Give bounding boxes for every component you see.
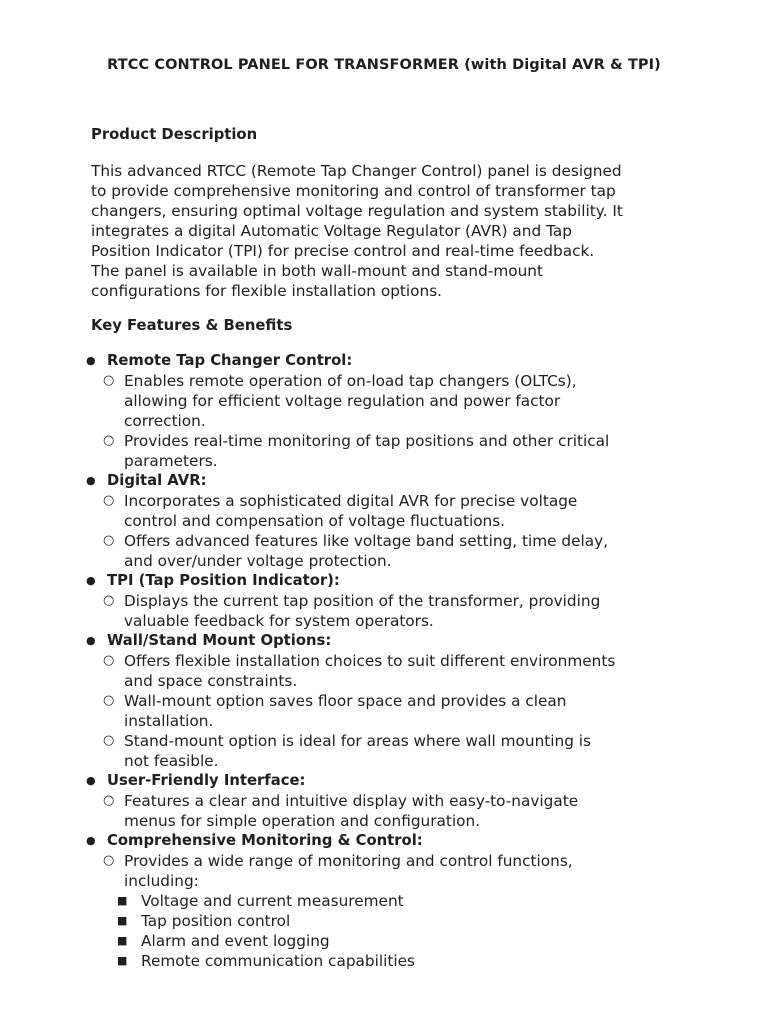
feature-sub-item (0, 531, 768, 551)
feature-sub-text-continued: menus for simple operation and configuration. (124, 812, 481, 830)
feature-sub-text: Provides real-time monitoring of tap positions and other critical (124, 432, 610, 450)
paragraph-line: This advanced RTCC (Remote Tap Changer Control) panel is designed (91, 162, 622, 180)
circle-bullet-icon: ○ (103, 653, 115, 668)
feature-label: Remote Tap Changer Control: (107, 352, 353, 369)
feature-sub-text: Stand-mount option is ideal for areas where wall mounting is (124, 732, 592, 750)
feature-item (0, 471, 768, 491)
feature-sub-item (0, 691, 768, 711)
feature-sub-item (0, 731, 768, 751)
feature-label: User-Friendly Interface: (107, 772, 306, 789)
circle-bullet-icon: ○ (103, 373, 115, 388)
bullet-icon: ● (86, 634, 96, 647)
feature-sub-sub-item (0, 951, 768, 971)
paragraph-line: configurations for flexible installation options. (91, 282, 443, 300)
feature-sub-text: Enables remote operation of on-load tap changers (OLTCs), (124, 372, 577, 390)
circle-bullet-icon: ○ (103, 693, 115, 708)
feature-label: Comprehensive Monitoring & Control: (107, 832, 423, 849)
feature-sub-item (0, 431, 768, 451)
paragraph-line: integrates a digital Automatic Voltage Regulator (AVR) and Tap (91, 222, 572, 240)
feature-label: TPI (Tap Position Indicator): (107, 572, 340, 589)
feature-sub-text: Incorporates a sophisticated digital AVR for precise voltage (124, 492, 578, 510)
square-bullet-icon: ■ (117, 934, 128, 947)
feature-sub-text: Offers advanced features like voltage band setting, time delay, (124, 532, 609, 550)
feature-sub-text: Wall-mount option saves floor space and provides a clean (124, 692, 567, 710)
square-bullet-icon: ■ (117, 914, 128, 927)
feature-sub-item (0, 371, 768, 391)
feature-sub-sub-item (0, 931, 768, 951)
circle-bullet-icon: ○ (103, 733, 115, 748)
document-title: RTCC CONTROL PANEL FOR TRANSFORMER (with Digital AVR & TPI) (107, 57, 661, 73)
feature-sub-text-continued: allowing for efficient voltage regulation and power factor (124, 392, 561, 410)
feature-label: Digital AVR: (107, 472, 207, 489)
feature-label: Wall/Stand Mount Options: (107, 632, 332, 649)
feature-sub-text-continued: control and compensation of voltage fluctuations. (124, 512, 506, 530)
feature-sub-item (0, 491, 768, 511)
bullet-icon: ● (86, 574, 96, 587)
feature-sub-sub-item (0, 891, 768, 911)
feature-item (0, 571, 768, 591)
feature-sub-sub-item (0, 911, 768, 931)
circle-bullet-icon: ○ (103, 593, 115, 608)
feature-sub-text: Displays the current tap position of the transformer, providing (124, 592, 601, 610)
feature-sub-item (0, 651, 768, 671)
feature-sub-text-continued: and space constraints. (124, 672, 298, 690)
feature-item (0, 771, 768, 791)
bullet-icon: ● (86, 774, 96, 787)
feature-sub-item (0, 791, 768, 811)
circle-bullet-icon: ○ (103, 533, 115, 548)
square-bullet-icon: ■ (117, 894, 128, 907)
feature-sub-item (0, 851, 768, 871)
feature-sub-sub-text: Remote communication capabilities (141, 952, 415, 970)
bullet-icon: ● (86, 834, 96, 847)
circle-bullet-icon: ○ (103, 793, 115, 808)
circle-bullet-icon: ○ (103, 853, 115, 868)
circle-bullet-icon: ○ (103, 433, 115, 448)
feature-item (0, 631, 768, 651)
feature-sub-text: Offers flexible installation choices to suit different environments (124, 652, 616, 670)
feature-sub-sub-text: Tap position control (141, 912, 291, 930)
feature-list (0, 351, 768, 971)
product-description-heading: Product Description (91, 126, 258, 143)
feature-sub-text-continued: installation. (124, 712, 214, 730)
square-bullet-icon: ■ (117, 954, 128, 967)
feature-sub-text-continued: and over/under voltage protection. (124, 552, 392, 570)
feature-sub-sub-text: Voltage and current measurement (141, 892, 404, 910)
feature-sub-item (0, 591, 768, 611)
feature-sub-text: Provides a wide range of monitoring and control functions, (124, 852, 573, 870)
bullet-icon: ● (86, 474, 96, 487)
paragraph-line: Position Indicator (TPI) for precise control and real-time feedback. (91, 242, 595, 260)
feature-sub-sub-text: Alarm and event logging (141, 932, 330, 950)
product-description-paragraph (91, 161, 691, 301)
feature-sub-text-continued: correction. (124, 412, 206, 430)
feature-item (0, 351, 768, 371)
bullet-icon: ● (86, 354, 96, 367)
feature-sub-text-continued: not feasible. (124, 752, 219, 770)
paragraph-line: to provide comprehensive monitoring and control of transformer tap (91, 182, 616, 200)
feature-sub-text-continued: including: (124, 872, 199, 890)
circle-bullet-icon: ○ (103, 493, 115, 508)
feature-item (0, 831, 768, 851)
paragraph-line: changers, ensuring optimal voltage regulation and system stability. It (91, 202, 623, 220)
feature-sub-text-continued: parameters. (124, 452, 218, 470)
feature-sub-text-continued: valuable feedback for system operators. (124, 612, 434, 630)
feature-sub-text: Features a clear and intuitive display with easy-to-navigate (124, 792, 579, 810)
paragraph-line: The panel is available in both wall-mount and stand-mount (91, 262, 544, 280)
key-features-heading: Key Features & Benefits (91, 317, 293, 334)
